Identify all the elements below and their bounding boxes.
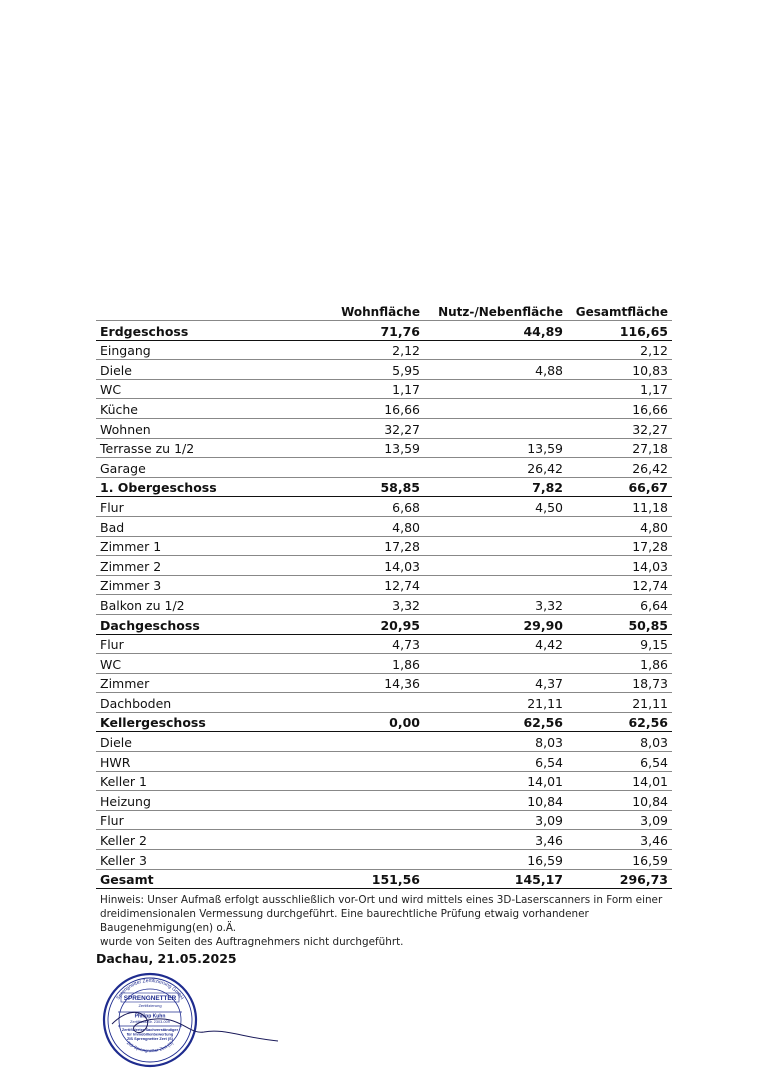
stamp-cert-no: Zertifikats-Nr. 2303-009	[130, 1020, 170, 1024]
note-line: Hinweis: Unser Aufmaß erfolgt ausschließlich vor-Ort und wird mittels eines 3D-Laserscanners in Form einer	[100, 894, 663, 906]
gesamtflaeche: 4,80	[640, 519, 668, 535]
section-wohnflaeche: 58,85	[380, 480, 420, 496]
table-row	[96, 635, 672, 655]
section-nutzflaeche: 62,56	[523, 715, 563, 731]
nutzflaeche: 14,01	[527, 774, 563, 790]
section-gesamtflaeche: 62,56	[628, 715, 668, 731]
gesamtflaeche: 6,64	[640, 597, 668, 613]
header-nutzflaeche: Nutz-/Nebenfläche	[438, 305, 563, 319]
room-name: Flur	[100, 813, 124, 829]
wohnflaeche: 5,95	[392, 362, 420, 378]
wohnflaeche: 13,59	[384, 441, 420, 457]
section-row	[96, 478, 672, 498]
stamp-brand-sub: Zertifizierung	[138, 1003, 162, 1008]
gesamtflaeche: 32,27	[632, 421, 668, 437]
table-row	[96, 791, 672, 811]
table-row	[96, 595, 672, 615]
wohnflaeche: 16,66	[384, 401, 420, 417]
section-nutzflaeche: 7,82	[532, 480, 563, 496]
room-name: HWR	[100, 754, 131, 770]
nutzflaeche: 3,09	[535, 813, 563, 829]
nutzflaeche: 4,50	[535, 499, 563, 515]
nutzflaeche	[420, 593, 563, 594]
room-name: Flur	[100, 499, 124, 515]
header-label	[96, 319, 334, 320]
room-name: Keller 3	[100, 852, 147, 868]
stamp-name: Philipp Kuhn	[134, 1013, 166, 1020]
section-name: Dachgeschoss	[100, 617, 200, 633]
note-line: dreidimensionalen Vermessung durchgeführt. Eine baurechtliche Prüfung etwaig vorhandener Baugenehmigung(en) o.Ä.	[100, 908, 589, 934]
table-row	[96, 399, 672, 419]
stamp-brand: SPRENGNETTER	[123, 995, 177, 1002]
room-name: Dachboden	[100, 695, 172, 711]
section-row	[96, 321, 672, 341]
wohnflaeche: 1,17	[392, 382, 420, 398]
section-name: Kellergeschoss	[100, 715, 206, 731]
table-row	[96, 693, 672, 713]
wohnflaeche	[334, 809, 420, 810]
nutzflaeche	[420, 417, 563, 418]
nutzflaeche: 21,11	[527, 695, 563, 711]
table-row	[96, 537, 672, 557]
section-wohnflaeche: 71,76	[380, 323, 420, 339]
section-gesamtflaeche: 66,67	[628, 480, 668, 496]
total-wohnflaeche: 151,56	[371, 872, 420, 888]
total-gesamtflaeche: 296,73	[619, 872, 668, 888]
nutzflaeche: 13,59	[527, 441, 563, 457]
nutzflaeche	[420, 535, 563, 536]
wohnflaeche: 14,03	[384, 558, 420, 574]
table-row	[96, 811, 672, 831]
room-name: Garage	[100, 460, 146, 476]
disclaimer-note	[100, 893, 680, 949]
table-body	[96, 321, 672, 870]
room-name: Zimmer 2	[100, 558, 162, 574]
total-label: Gesamt	[100, 872, 154, 888]
gesamtflaeche: 10,84	[632, 793, 668, 809]
gesamtflaeche: 17,28	[632, 539, 668, 555]
table-row	[96, 752, 672, 772]
gesamtflaeche: 16,59	[632, 852, 668, 868]
room-name: Wohnen	[100, 421, 151, 437]
nutzflaeche: 4,88	[535, 362, 563, 378]
room-name: Heizung	[100, 793, 151, 809]
table-row	[96, 556, 672, 576]
wohnflaeche	[334, 711, 420, 712]
nutzflaeche: 16,59	[527, 852, 563, 868]
wohnflaeche: 1,86	[392, 656, 420, 672]
gesamtflaeche: 1,17	[640, 382, 668, 398]
table-row	[96, 458, 672, 478]
table-row	[96, 517, 672, 537]
nutzflaeche: 6,54	[535, 754, 563, 770]
gesamtflaeche: 27,18	[632, 441, 668, 457]
room-name: Flur	[100, 637, 124, 653]
nutzflaeche: 26,42	[527, 460, 563, 476]
room-name: Terrasse zu 1/2	[100, 441, 195, 457]
nutzflaeche: 3,32	[535, 597, 563, 613]
table-row	[96, 732, 672, 752]
wohnflaeche	[334, 868, 420, 869]
gesamtflaeche: 16,66	[632, 401, 668, 417]
header-wohnflaeche: Wohnfläche	[341, 305, 420, 319]
table-row	[96, 341, 672, 361]
table-row	[96, 772, 672, 792]
nutzflaeche	[420, 397, 563, 398]
section-gesamtflaeche: 50,85	[628, 617, 668, 633]
total-nutzflaeche: 145,17	[514, 872, 563, 888]
gesamtflaeche: 1,86	[640, 656, 668, 672]
gesamtflaeche: 14,03	[632, 558, 668, 574]
table-header-row	[96, 302, 672, 321]
wohnflaeche: 14,36	[384, 676, 420, 692]
room-name: Zimmer	[100, 676, 150, 692]
room-name: Balkon zu 1/2	[100, 597, 185, 613]
gesamtflaeche: 12,74	[632, 578, 668, 594]
gesamtflaeche: 26,42	[632, 460, 668, 476]
wohnflaeche	[334, 828, 420, 829]
room-name: WC	[100, 382, 122, 398]
table-row	[96, 850, 672, 870]
stamp-line3: ZIS Sprengnetter Zert (S)	[126, 1036, 174, 1041]
nutzflaeche	[420, 437, 563, 438]
table-row	[96, 830, 672, 850]
section-row	[96, 615, 672, 635]
svg-text:ZIS Sprengnetter Zert (S)	[126, 1040, 175, 1053]
gesamtflaeche: 10,83	[632, 362, 668, 378]
nutzflaeche: 10,84	[527, 793, 563, 809]
wohnflaeche	[334, 476, 420, 477]
gesamtflaeche: 11,18	[632, 499, 668, 515]
wohnflaeche: 4,73	[392, 637, 420, 653]
room-name: Küche	[100, 401, 138, 417]
gesamtflaeche: 3,46	[640, 833, 668, 849]
total-row	[96, 870, 672, 890]
table-row	[96, 439, 672, 459]
nutzflaeche	[420, 358, 563, 359]
gesamtflaeche: 3,09	[640, 813, 668, 829]
section-nutzflaeche: 29,90	[523, 617, 563, 633]
room-name: Bad	[100, 519, 125, 535]
wohnflaeche	[334, 770, 420, 771]
gesamtflaeche: 6,54	[640, 754, 668, 770]
stamp-ring-top: Sprengnetter Zertifizierung GmbH	[115, 977, 185, 1002]
gesamtflaeche: 8,03	[640, 735, 668, 751]
room-name: Zimmer 1	[100, 539, 162, 555]
stamp-line2: für Immobilienbewertung	[126, 1031, 174, 1037]
certification-stamp	[94, 968, 294, 1072]
room-name: WC	[100, 656, 122, 672]
section-wohnflaeche: 0,00	[389, 715, 420, 731]
table-row	[96, 419, 672, 439]
table-row	[96, 576, 672, 596]
place-date: Dachau, 21.05.2025	[96, 951, 237, 966]
wohnflaeche: 32,27	[384, 421, 420, 437]
room-name: Eingang	[100, 343, 151, 359]
room-name: Diele	[100, 362, 132, 378]
nutzflaeche: 4,37	[535, 676, 563, 692]
section-wohnflaeche: 20,95	[380, 617, 420, 633]
section-nutzflaeche: 44,89	[523, 323, 563, 339]
nutzflaeche	[420, 574, 563, 575]
area-table	[96, 302, 672, 889]
table-row	[96, 360, 672, 380]
nutzflaeche: 4,42	[535, 637, 563, 653]
table-row	[96, 654, 672, 674]
room-name: Zimmer 3	[100, 578, 162, 594]
table-row	[96, 497, 672, 517]
wohnflaeche: 3,32	[392, 597, 420, 613]
gesamtflaeche: 21,11	[632, 695, 668, 711]
nutzflaeche: 3,46	[535, 833, 563, 849]
section-row	[96, 713, 672, 733]
nutzflaeche	[420, 672, 563, 673]
room-name: Keller 2	[100, 833, 147, 849]
nutzflaeche: 8,03	[535, 735, 563, 751]
wohnflaeche: 12,74	[384, 578, 420, 594]
gesamtflaeche: 9,15	[640, 637, 668, 653]
table-row	[96, 674, 672, 694]
room-name: Keller 1	[100, 774, 147, 790]
note-line: wurde von Seiten des Auftragnehmers nicht durchgeführt.	[100, 936, 404, 948]
wohnflaeche: 4,80	[392, 519, 420, 535]
wohnflaeche	[334, 750, 420, 751]
wohnflaeche: 17,28	[384, 539, 420, 555]
wohnflaeche	[334, 789, 420, 790]
header-gesamtflaeche: Gesamtfläche	[575, 305, 668, 319]
stamp-line1: Zertifizierter Sachverständiger	[121, 1027, 179, 1032]
section-name: 1. Obergeschoss	[100, 480, 217, 496]
gesamtflaeche: 14,01	[632, 774, 668, 790]
wohnflaeche: 2,12	[392, 343, 420, 359]
gesamtflaeche: 2,12	[640, 343, 668, 359]
nutzflaeche	[420, 554, 563, 555]
table-row	[96, 380, 672, 400]
gesamtflaeche: 18,73	[632, 676, 668, 692]
section-name: Erdgeschoss	[100, 323, 189, 339]
wohnflaeche	[334, 848, 420, 849]
wohnflaeche: 6,68	[392, 499, 420, 515]
room-name: Diele	[100, 735, 132, 751]
stamp-ring-bottom: ZIS Sprengnetter Zert (S)	[125, 1040, 175, 1054]
section-gesamtflaeche: 116,65	[619, 323, 668, 339]
